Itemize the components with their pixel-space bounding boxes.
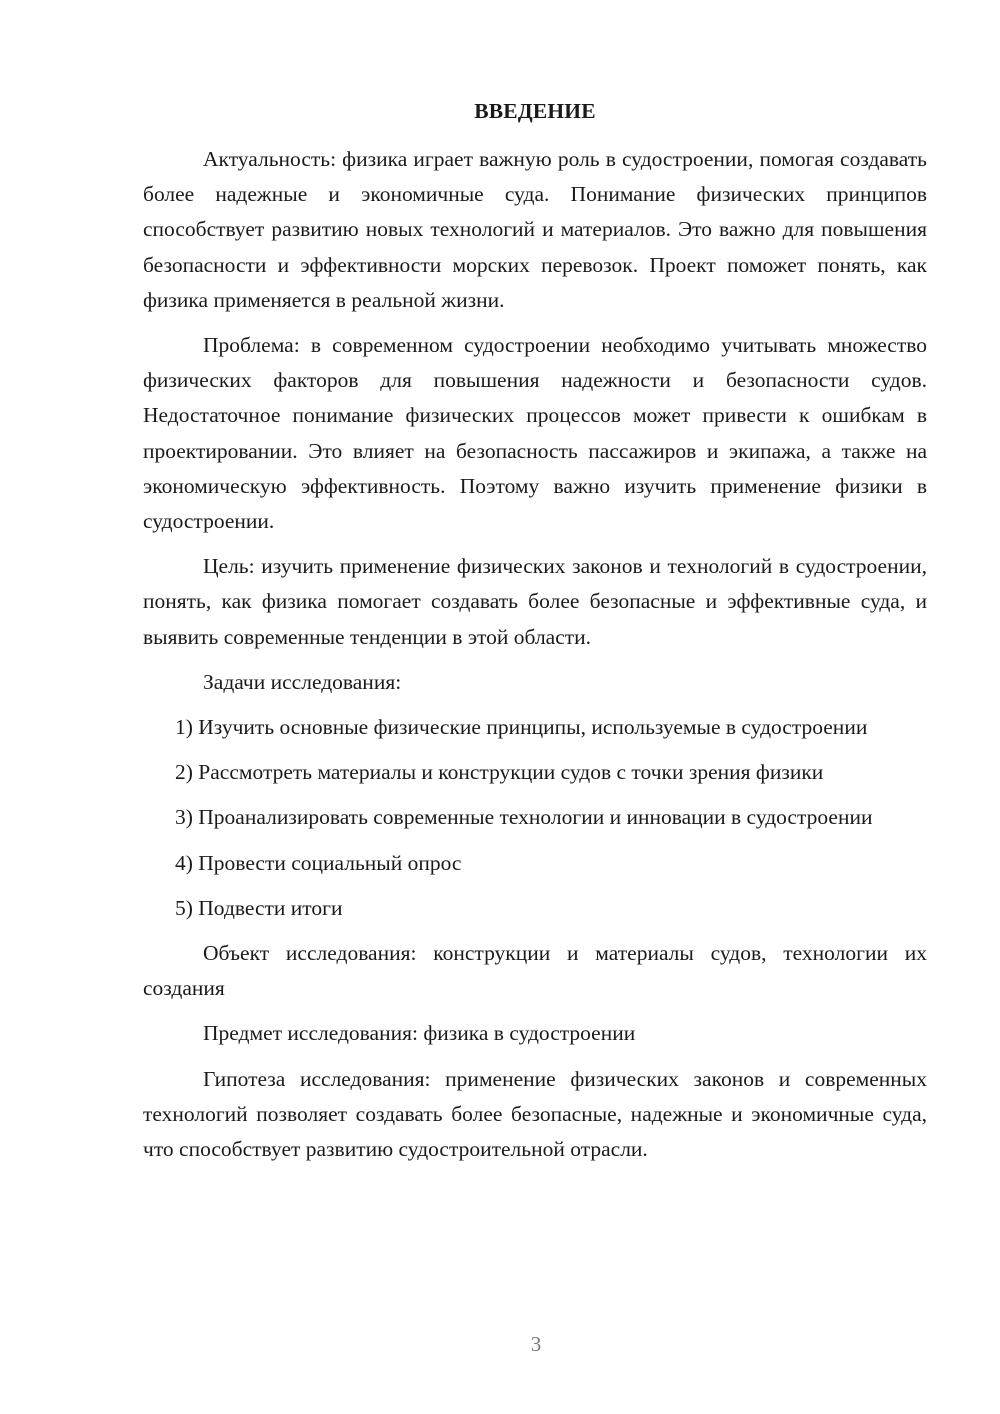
paragraph-relevance: Актуальность: физика играет важную роль в судостроении, помогая создавать более надежные и экономичные суда. Понимание физических принципов способствует развитию новых технологий и материалов. Это важно для повышения безопасности и эффективности морских перевозок. Проект поможет понять, как физика применяется в реальной жизни. bbox=[143, 147, 927, 312]
paragraph-tasks-heading: Задачи исследования: bbox=[203, 669, 402, 694]
list-item: 2) Рассмотреть материалы и конструкции судов с точки зрения физики bbox=[175, 760, 824, 785]
page-number: 3 bbox=[530, 1332, 542, 1356]
section-title: ВВЕДЕНИЕ bbox=[474, 99, 596, 123]
document-page bbox=[143, 94, 927, 1167]
list-item: 5) Подвести итоги bbox=[175, 895, 343, 920]
paragraph-object: Объект исследования: конструкции и материалы судов, технологии их создания bbox=[143, 941, 927, 1001]
tasks-list bbox=[143, 710, 927, 926]
paragraph-problem: Проблема: в современном судостроении необходимо учитывать множество физических факторов для повышения надежности и безопасности судов. Недостаточное понимание физических процессов может привести к ошибкам в проектировании. Это влияет на безопасность пассажиров и экипажа, а также на экономическую эффективность. Поэтому важно изучить применение физики в судостроении. bbox=[143, 333, 927, 534]
paragraph-hypothesis: Гипотеза исследования: применение физических законов и современных технологий позволяет создавать более безопасные, надежные и экономичные суда, что способствует развитию судостроительной отрасли. bbox=[143, 1066, 927, 1162]
list-item: 1) Изучить основные физические принципы, используемые в судостроении bbox=[175, 715, 868, 740]
paragraph-subject: Предмет исследования: физика в судостроении bbox=[203, 1021, 636, 1046]
list-item: 3) Проанализировать современные технологии и инновации в судостроении bbox=[175, 805, 873, 830]
list-item: 4) Провести социальный опрос bbox=[175, 850, 462, 875]
paragraph-goal: Цель: изучить применение физических законов и технологий в судостроении, понять, как физика помогает создавать более безопасные и эффективные суда, и выявить современные тенденции в этой области. bbox=[143, 554, 927, 649]
